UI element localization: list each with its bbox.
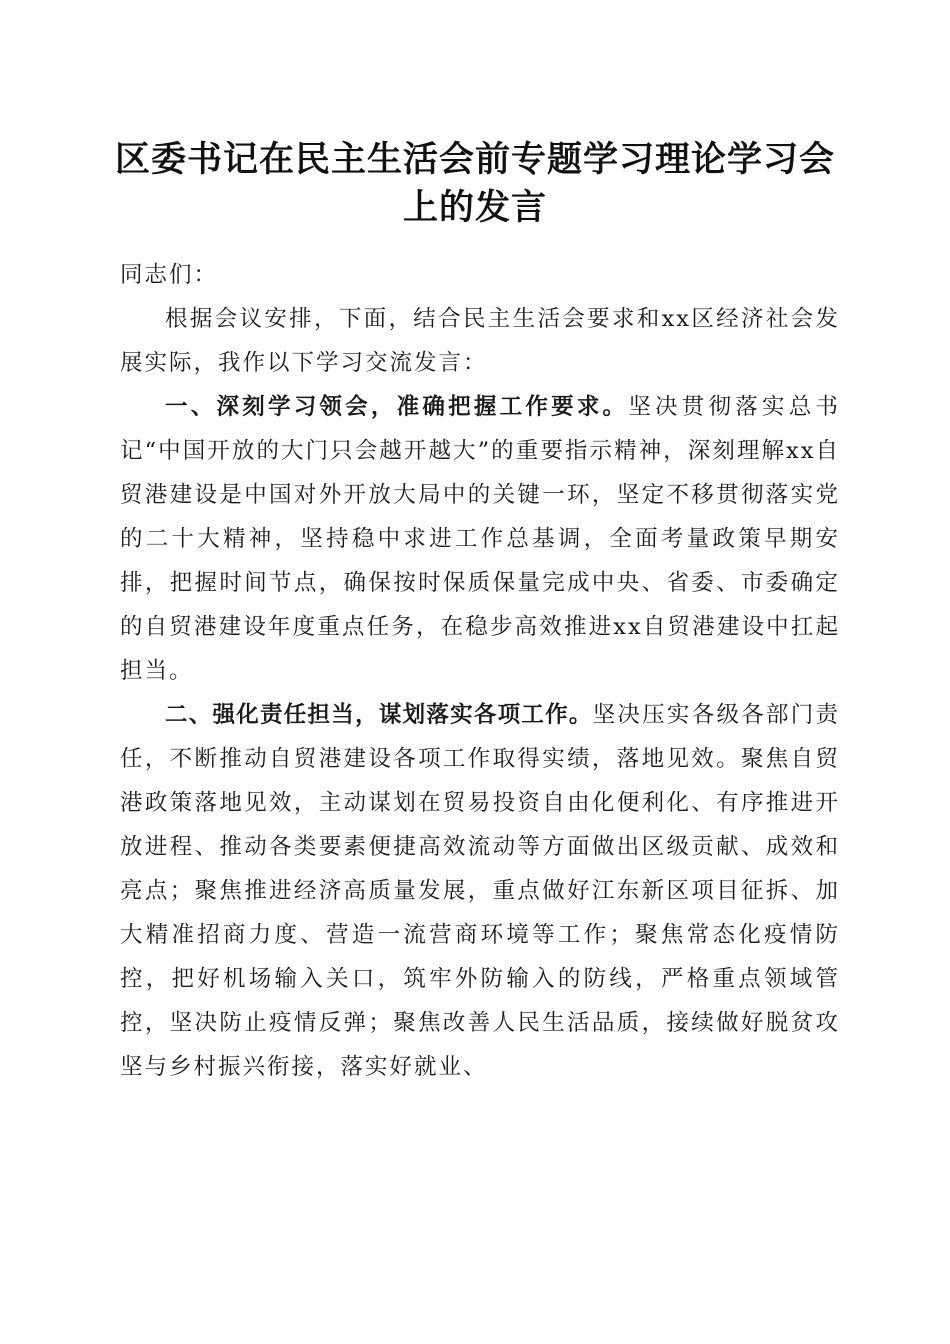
document-title: 区委书记在民主生活会前专题学习理论学习会上的发言	[114, 139, 835, 228]
section-paragraph-1	[120, 385, 840, 693]
section-paragraph-2	[120, 693, 840, 1089]
salutation: 同志们：	[120, 262, 219, 288]
section-text-2: 坚决压实各级各部门责任，不断推动自贸港建设各项工作取得实绩，落地见效。聚焦自贸港政策落地见效，主动谋划在贸易投资自由化便利化、有序推进开放进程、推动各类要素便捷高效流动等方面做出区级贡献、成效和亮点；聚焦推进经济高质量发展，重点做好江东新区项目征拆、加大精准招商力度、营造一流营商环境等工作；聚焦常态化疫情防控，把好机场输入关口，筑牢外防输入的防线，严格重点领域管控，坚决防止疫情反弹；聚焦改善人民生活品质，接续做好脱贫攻坚与乡村振兴衔接，落实好就业、	[120, 702, 840, 1080]
intro-paragraph: 根据会议安排，下面，结合民主生活会要求和xx区经济社会发展实际，我作以下学习交流发言：	[120, 306, 840, 376]
document-body	[120, 253, 840, 1089]
section-heading-2: 二、强化责任担当，谋划落实各项工作。	[165, 702, 593, 728]
section-text-1: 坚决贯彻落实总书记“中国开放的大门只会越开越大”的重要指示精神，深刻理解xx自贸港建设是中国对外开放大局中的关键一环，坚定不移贯彻落实党的二十大精神，坚持稳中求进工作总基调，全面考量政策早期安排，把握时间节点，确保按时保质保量完成中央、省委、市委确定的自贸港建设年度重点任务，在稳步高效推进xx自贸港建设中扛起担当。	[120, 394, 840, 684]
section-heading-1: 一、深刻学习领会，准确把握工作要求。	[165, 394, 629, 420]
